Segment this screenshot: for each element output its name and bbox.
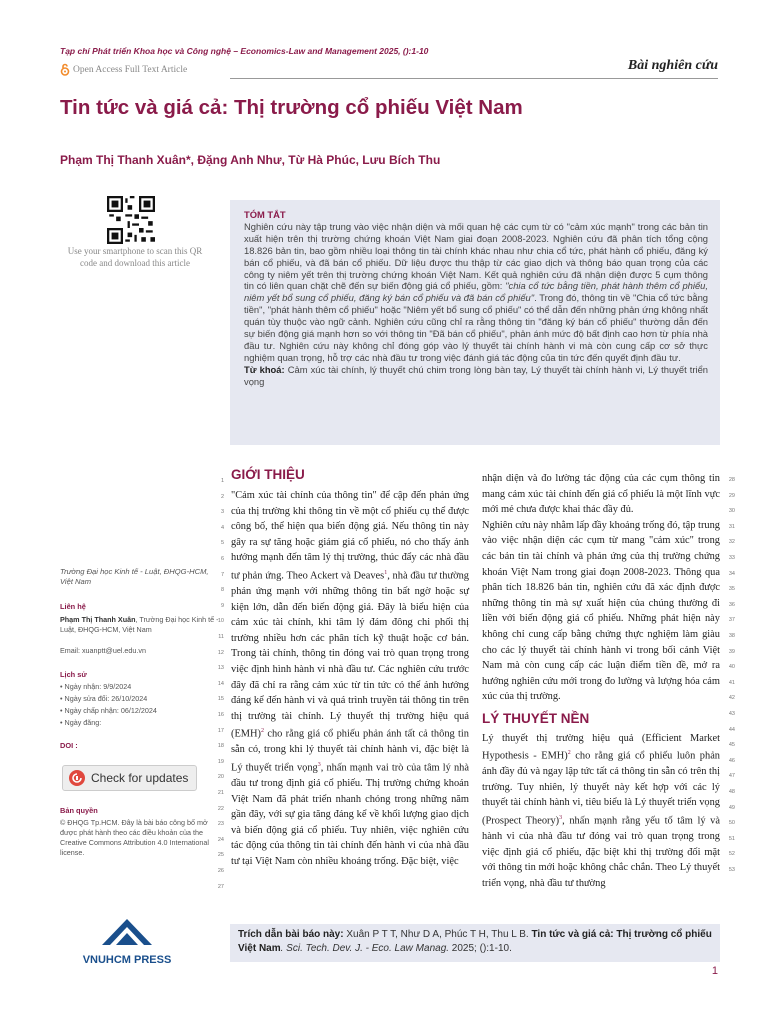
line-number: 33 [728, 555, 735, 561]
line-number: 36 [728, 601, 735, 608]
line-number: 49 [728, 804, 735, 811]
check-updates-label: Check for updates [91, 771, 189, 785]
ref-3[interactable]: 3 [317, 762, 321, 769]
line-number: 37 [728, 617, 735, 624]
intro-text-b: , nhà đầu tư thường phản ứng mạnh với những thông tin bất ngờ hoặc sự kiện lớn, dẫn đến biến động giá. Đây là biểu hiện của cảm xúc tài chính, khi tâm lý đám đông chi phối thị trường nhiều hơn các phân tích kỹ thuật hoặc cơ bản. Trong tài chính, thông tin đóng vai trò quan trọng trong việc định hình hành vi nhà đầu tư. Các nghiên cứu trước đây đã chỉ ra rằng cảm xúc từ tin tức có thể ảnh hưởng đáng kể đến hành vi và quá trình truyền tải thông tin trên thị trường tài chính. Lý thuyết thị trường hiệu quả (EMH) [231, 570, 469, 740]
line-number: 32 [728, 539, 735, 546]
history-revised: • Ngày sửa đổi: 26/10/2024 [60, 694, 148, 703]
line-number: 17 [217, 727, 224, 734]
intro-text-a: "Cảm xúc tài chính của thông tin" để cập đến phản ứng của thị trường khi thông tin về một cổ phiếu cụ thể được công bố, thể hiện qua biến động giá. Nếu thông tin này gây ra sự tăng hoặc giảm giá cổ phiếu, nó cho thấy ảnh hưởng mạnh đến tâm lý thị trường, thúc đẩy các nhà đầu tư phản ứng. Theo Ackert và Deaves [231, 490, 469, 582]
contact-name: Phạm Thị Thanh Xuân [60, 615, 136, 624]
line-number: 15 [217, 696, 224, 703]
line-number: 23 [217, 821, 224, 828]
open-access-text: Open Access Full Text Article [73, 64, 188, 75]
intro-text-c: cho rằng giá cổ phiếu phản ánh tất cả thông tin sẵn có, trong khi lý thuyết tài chính hành vi, đặc biệt là Lý thuyết triển vọng [231, 728, 469, 774]
citation-box [230, 924, 720, 962]
qr-caption: Use your smartphone to scan this QR code and download this article [67, 246, 203, 268]
abstract-italic: "chia cổ tức bằng tiền, phát hành thêm cổ phiếu, niêm yết bổ sung cổ phiếu, đăng ký bán cổ phiếu và đã bán cổ phiếu" [244, 280, 708, 304]
intro-section [231, 467, 469, 483]
citation-title: Tin tức và giá cả: Thị trường cổ phiếu Việt Nam [238, 929, 712, 954]
intro-body [231, 488, 469, 870]
line-number: 43 [728, 711, 735, 717]
header-divider [230, 78, 718, 79]
line-number: 42 [728, 695, 735, 702]
history-published: • Ngày đăng: [60, 718, 102, 727]
line-number: 13 [217, 665, 224, 672]
line-number: 34 [728, 570, 735, 577]
contact-email[interactable]: Email: xuanptt@uel.edu.vn [60, 646, 147, 655]
theory-text-b: cho rằng giá cổ phiếu luôn phản ánh đầy đủ và ngay lập tức tất cả thông tin sẵn có trên thị trường. Tuy nhiên, lý thuyết này kết hợp với các lý thuyết tài chính hành vi, tiêu biểu là Lý thuyết triển vọng (Prospect Theory) [482, 750, 721, 827]
line-number: 11 [218, 634, 224, 640]
copyright-text: © ĐHQG Tp.HCM. Đây là bài báo công bố mở được phát hành theo các điều khoản của the Creative Commons Attribution 4.0 International license. [60, 818, 210, 857]
line-number: 38 [728, 633, 735, 639]
affiliation: Trường Đại học Kinh tế - Luật, ĐHQG-HCM, Việt Nam [60, 567, 209, 586]
history-heading: Lịch sử [60, 670, 87, 679]
ref-1[interactable]: 1 [384, 569, 388, 576]
line-number: 26 [217, 868, 224, 874]
abstract-text [244, 221, 708, 364]
line-number: 53 [728, 867, 735, 873]
line-number: 25 [217, 852, 224, 859]
line-number: 51 [728, 835, 735, 842]
press-logo-icon [72, 915, 182, 949]
line-number: 52 [728, 851, 735, 858]
check-for-updates-button[interactable] [62, 765, 197, 791]
line-number: 24 [217, 836, 224, 843]
theory-ref-3[interactable]: 3 [559, 814, 563, 821]
intro-text-d: , nhấn mạnh vai trò của tâm lý nhà đầu tư trong định giá cổ phiếu. Thị trường chứng khoán Việt Nam đã phát triển nhanh chóng trong những năm gần đây, với sự gia tăng đáng kể về khối lượng giao dịch và biến động giá cổ phiếu. Tuy nhiên, việc nghiên cứu tác động của thông tin tài chính đến hành vi của nhà đầu tư tại Việt Nam còn nhiều khoảng trống. Đặc biệt, việc [231, 762, 469, 868]
open-access-label [60, 63, 187, 76]
author-list: Phạm Thị Thanh Xuân*, Đặng Anh Như, Từ Hà Phúc, Lưu Bích Thu [60, 153, 441, 167]
abstract-heading: TÓM TẮT [244, 209, 286, 220]
right-paragraph-b: Nghiên cứu này nhằm lấp đầy khoảng trống đó, tập trung vào việc nhận diện các cụm từ mang "cảm xúc" trong các bản tin tài chính và phản ứng của thị trường chứng khoán Việt Nam trong giai đoạn 2008-2023. Thông qua phân tích 18.826 bản tin, nghiên cứu đã xác định được những thông tin mà sự xuất hiện của chúng thường đi liền với biến động giá cổ phiếu. Những phát hiện này không chỉ cung cấp bằng chứng thực nghiệm làm giàu cho các lý thuyết tài chính hành vi trong bối cảnh Việt Nam mà còn cung cấp các luận điểm tiền đề, mở ra hướng nghiên cứu mới trong đo lường và lượng hóa cảm xúc của thị trường. [482, 519, 720, 703]
line-number: 40 [728, 664, 735, 671]
keywords [244, 364, 708, 388]
citation-rest: 2025; ():1-10. [449, 943, 512, 954]
contact-heading [60, 602, 220, 612]
right-column [482, 471, 720, 891]
line-number: 35 [728, 586, 735, 593]
article-type: Bài nghiên cứu [627, 58, 718, 73]
theory-paragraph [482, 731, 720, 892]
line-number: 1 [220, 478, 224, 484]
theory-text-c: , nhấn mạnh rằng yếu tố tâm lý và hành vi của nhà đầu tư đóng vai trò quan trọng trong việc định giá cổ phiếu, đặc biệt khi thị trường đối mặt với thông tin mới hoặc không chắc chắn. Theo Lý thuyết triển vọng, nhà đầu tư thường [482, 815, 720, 889]
line-number: 19 [217, 758, 224, 765]
abstract-p1: Nghiên cứu này tập trung vào việc nhận diện và mối quan hệ các cụm từ có "cảm xúc mạnh" trong các bản tin xuất hiện trên thị trường chứng khoán Việt Nam giai đoạn 2008-2023. Nghiên cứu đã phân tích tổng cộng 18.826 bản tin, bao gồm nhiều loại thông tin tài chính khác nhau như chia cổ tức, phát hành cổ phiếu, đăng ký bán cổ phiếu, và đã bán cổ phiếu. Dữ liệu được thu thập từ các giao dịch và thông báo quan trọng của các công ty niêm yết trên thị trường chứng khoán Việt Nam. Kết quả nghiên cứu đã nhận diện được 5 cụm thông tin có liên quan chặt chẽ đến sự biến động giá cổ phiếu, gồm: [244, 220, 708, 292]
vnuhcm-press-logo [72, 915, 182, 966]
copyright-heading: Bản quyền [60, 806, 98, 815]
intro-title: GIỚI THIỆU [231, 467, 305, 482]
theory-title: LÝ THUYẾT NỀN [482, 710, 590, 726]
contact-head: Liên hệ [60, 602, 86, 611]
line-number: 30 [728, 508, 735, 515]
line-number: 21 [217, 790, 224, 796]
line-number: 22 [217, 805, 224, 812]
line-number: 28 [728, 477, 735, 483]
citation-authors: Xuân P T T, Như D A, Phúc T H, Thu L B. [343, 929, 532, 940]
line-number: 20 [217, 774, 224, 781]
line-number: 18 [217, 743, 224, 750]
line-number: 45 [728, 742, 735, 749]
line-number: 27 [217, 883, 224, 890]
open-access-icon [60, 63, 70, 76]
keywords-text: Cảm xúc tài chính, lý thuyết chú chim trong lòng bàn tay, Lý thuyết tài chính hành vi, Lý thuyết triển vọng [244, 363, 709, 387]
line-number: 3 [220, 509, 224, 516]
line-number: 47 [728, 773, 735, 780]
article-title: Tin tức và giá cả: Thị trường cổ phiếu Việt Nam [60, 96, 523, 119]
line-number: 48 [728, 789, 735, 795]
history-accepted: • Ngày chấp nhận: 06/12/2024 [60, 706, 157, 715]
qr-code[interactable] [107, 196, 155, 244]
contact-rest: , Trường Đại học Kinh tế - Luật, ĐHQG-HCM, Việt Nam [60, 615, 219, 634]
doi-label: DOI : [60, 741, 78, 750]
check-updates-icon [69, 770, 85, 786]
line-number: 12 [217, 649, 224, 656]
line-number: 8 [220, 587, 224, 594]
line-number: 41 [728, 679, 735, 686]
line-number: 39 [728, 648, 735, 655]
line-number: 5 [220, 540, 224, 547]
line-number: 16 [217, 712, 224, 718]
page-number: 1 [711, 965, 718, 977]
line-number: 9 [220, 602, 224, 609]
line-number: 29 [728, 492, 735, 499]
keywords-label: Từ khoá: [244, 363, 285, 375]
ref-2[interactable]: 2 [261, 728, 265, 735]
line-number: 7 [220, 571, 224, 578]
theory-ref-2[interactable]: 2 [567, 750, 571, 757]
line-number: 44 [728, 726, 735, 733]
line-number: 14 [217, 680, 224, 687]
contact-info [60, 615, 220, 635]
line-number: 10 [217, 618, 224, 625]
line-number: 46 [728, 757, 735, 764]
history-received: • Ngày nhận: 9/9/2024 [60, 682, 132, 691]
line-number: 2 [220, 493, 224, 500]
citation-journal: . Sci. Tech. Dev. J. - Eco. Law Manag. [280, 943, 450, 954]
abstract-box [230, 200, 720, 445]
press-logo-text: VNUHCM PRESS [82, 954, 172, 966]
citation-label: Trích dẫn bài báo này: [238, 929, 344, 940]
line-number: 4 [220, 524, 224, 531]
line-number: 31 [728, 523, 735, 530]
theory-text-a: Lý thuyết thị trường hiệu quả (Efficient Market Hypothesis - EMH) [482, 732, 720, 762]
abstract-p2: . Trong đó, thông tin về "Chia cổ tức bằng tiền", "phát hành thêm cổ phiếu" hoặc "Niêm yết bổ sung cổ phiếu" có thể dẫn đến những phản ứng không nhất quán tùy thuộc vào ngữ cảnh. Nghiên cứu cũng chỉ ra rằng thông tin "đăng ký bán cổ phiếu" thường dẫn đến sự biến động giá mạnh hơn so với thông tin "Đã bán cổ phiếu", phản ánh mức độ bất định cao hơn từ phía nhà đầu tư. Nghiên cứu này không chỉ đóng góp vào lý thuyết tài chính hành vi mà còn cung cấp cơ sở thực nghiệm quan trọng, hỗ trợ các nhà đầu tư trong việc đánh giá tác động của tin tức đến quyết định đầu tư. [244, 292, 709, 363]
journal-header: Tạp chí Phát triển Khoa học và Công nghệ – Economics-Law and Management 2025, ():1-10 [60, 46, 429, 56]
line-number: 6 [220, 556, 224, 562]
right-paragraph-a: nhận diện và đo lường tác động của các cụm thông tin mang cảm xúc tài chính đến giá cổ phiếu là một lĩnh vực mới mẻ chưa được khai thác đầy đủ. [482, 473, 720, 516]
line-number: 50 [728, 820, 735, 827]
